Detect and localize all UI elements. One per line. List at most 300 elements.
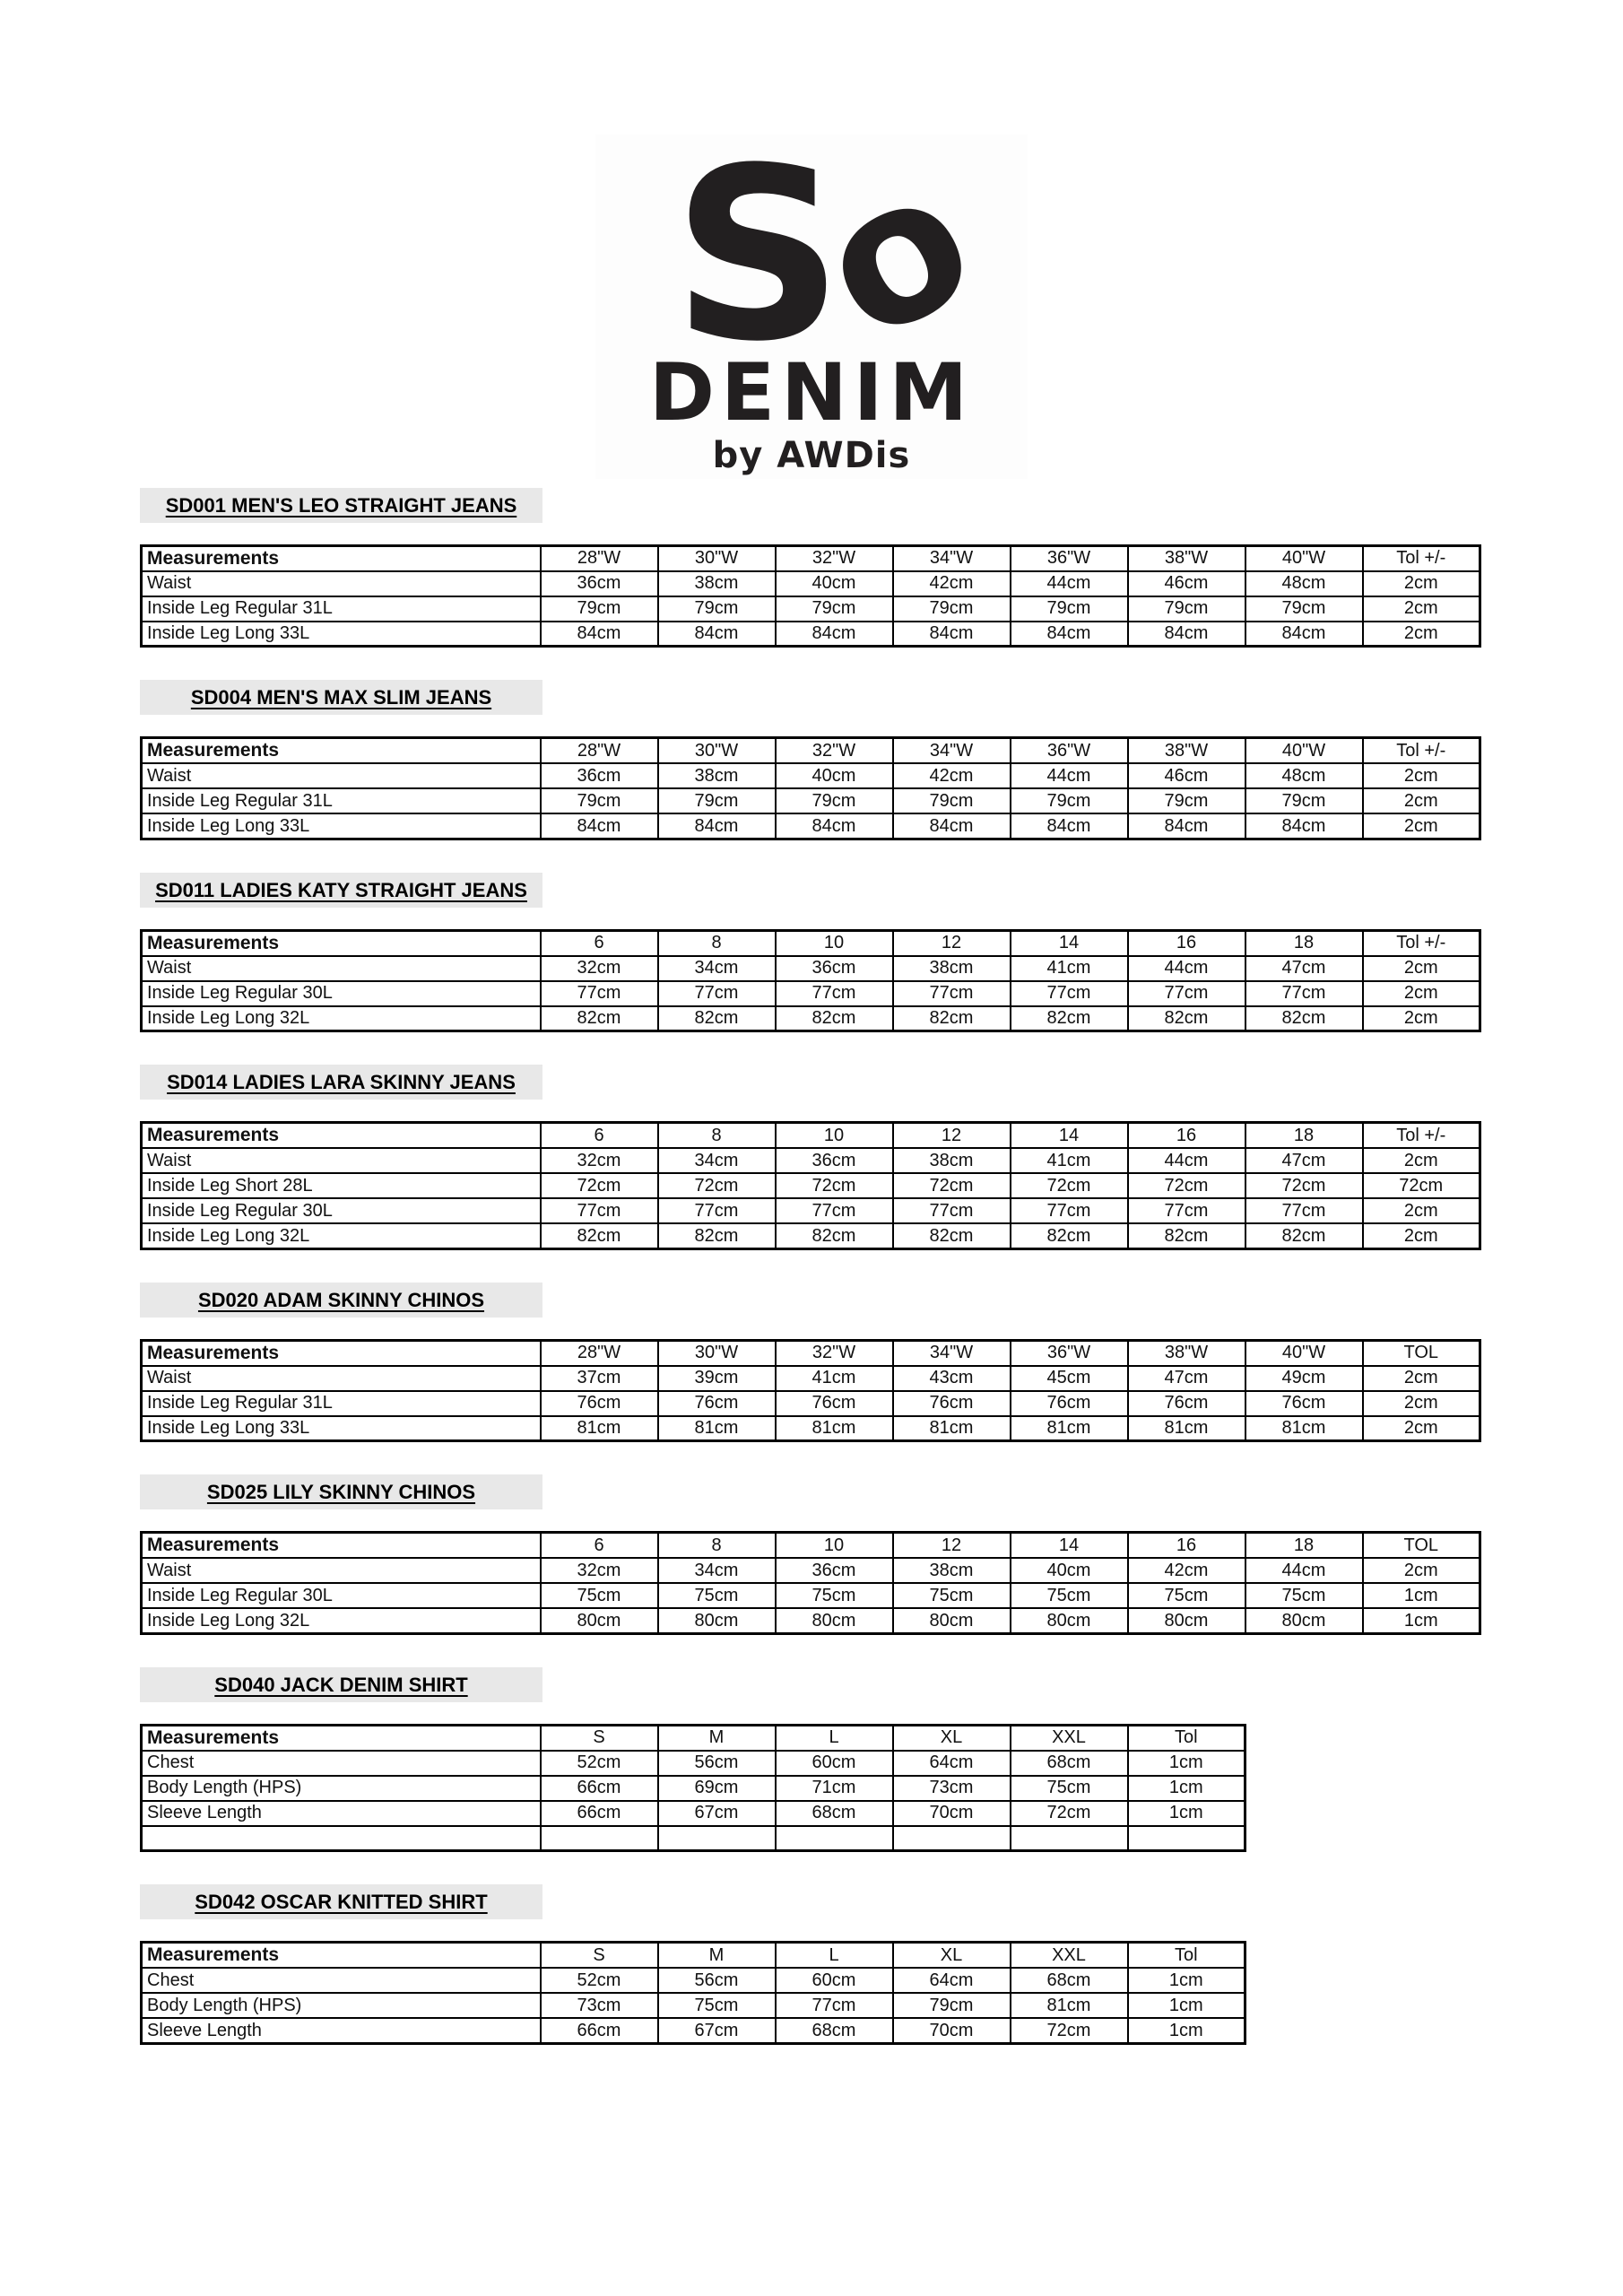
size-header-cell: TOL	[1363, 1340, 1480, 1366]
size-header-cell: 16	[1128, 1123, 1245, 1149]
section-title-text: SD040 JACK DENIM SHIRT	[214, 1673, 468, 1696]
measurement-label-cell: Inside Leg Regular 31L	[142, 596, 541, 622]
value-cell: 42cm	[1128, 1558, 1245, 1583]
size-header-cell: Tol +/-	[1363, 930, 1480, 956]
value-cell: 82cm	[541, 1006, 658, 1031]
measurement-label-cell: Inside Leg Long 32L	[142, 1608, 541, 1633]
value-cell: 77cm	[541, 1198, 658, 1223]
value-cell: 52cm	[541, 1751, 658, 1776]
value-cell: 80cm	[893, 1608, 1011, 1633]
measurement-label-cell: Inside Leg Regular 31L	[142, 1391, 541, 1416]
value-cell	[893, 1826, 1011, 1851]
measurement-label-cell: Body Length (HPS)	[142, 1776, 541, 1801]
value-cell: 2cm	[1363, 1416, 1480, 1441]
section-title-sd014	[140, 1065, 542, 1100]
measurement-label-cell: Inside Leg Regular 30L	[142, 1198, 541, 1223]
value-cell: 36cm	[541, 571, 658, 596]
value-cell: 40cm	[776, 763, 893, 788]
size-header-cell: 8	[658, 930, 776, 956]
value-cell: 73cm	[541, 1993, 658, 2018]
size-header-cell: Tol +/-	[1363, 738, 1480, 764]
value-cell: 84cm	[1245, 813, 1363, 839]
value-cell: 2cm	[1363, 1366, 1480, 1391]
size-table-sd014	[140, 1121, 1481, 1250]
value-cell: 72cm	[1011, 1801, 1128, 1826]
table-row	[142, 1968, 1245, 1993]
logo-letter-s: S	[672, 117, 831, 394]
size-header-cell: XXL	[1011, 1943, 1128, 1969]
value-cell: 2cm	[1363, 1148, 1480, 1173]
value-cell: 76cm	[893, 1391, 1011, 1416]
value-cell: 36cm	[776, 1148, 893, 1173]
value-cell: 60cm	[776, 1968, 893, 1993]
value-cell: 68cm	[776, 2018, 893, 2043]
value-cell: 69cm	[658, 1776, 776, 1801]
size-header-cell: 30"W	[658, 738, 776, 764]
value-cell: 81cm	[776, 1416, 893, 1441]
measurement-label-cell: Waist	[142, 956, 541, 981]
section-title-text: SD014 LADIES LARA SKINNY JEANS	[167, 1071, 516, 1094]
value-cell: 42cm	[893, 763, 1011, 788]
value-cell: 2cm	[1363, 596, 1480, 622]
value-cell: 79cm	[1128, 788, 1245, 813]
so-denim-logo	[595, 117, 1028, 479]
value-cell: 79cm	[658, 596, 776, 622]
table-header-row	[142, 1533, 1480, 1559]
value-cell: 79cm	[1128, 596, 1245, 622]
value-cell: 2cm	[1363, 981, 1480, 1006]
size-header-cell: 14	[1011, 1123, 1128, 1149]
table-row	[142, 1751, 1245, 1776]
size-header-cell: 30"W	[658, 1340, 776, 1366]
value-cell: 66cm	[541, 2018, 658, 2043]
measurement-label-cell: Inside Leg Regular 31L	[142, 788, 541, 813]
measurements-header-cell: Measurements	[142, 1533, 541, 1559]
section-title-sd011	[140, 873, 542, 908]
value-cell: 36cm	[776, 1558, 893, 1583]
section-title-sd040	[140, 1667, 542, 1702]
table-row	[142, 1993, 1245, 2018]
table-row	[142, 1148, 1480, 1173]
measurement-label-cell	[142, 1826, 541, 1851]
value-cell: 47cm	[1245, 956, 1363, 981]
table-header-row	[142, 1943, 1245, 1969]
value-cell: 1cm	[1128, 2018, 1245, 2043]
size-header-cell: 8	[658, 1123, 776, 1149]
value-cell: 81cm	[1011, 1993, 1128, 2018]
size-chart-sections	[140, 488, 1485, 2045]
value-cell: 2cm	[1363, 1391, 1480, 1416]
value-cell: 77cm	[1245, 981, 1363, 1006]
value-cell: 68cm	[1011, 1968, 1128, 1993]
value-cell: 72cm	[776, 1173, 893, 1198]
value-cell: 66cm	[541, 1801, 658, 1826]
size-header-cell: Tol +/-	[1363, 545, 1480, 571]
value-cell: 82cm	[893, 1006, 1011, 1031]
value-cell: 79cm	[893, 788, 1011, 813]
value-cell: 79cm	[1245, 788, 1363, 813]
measurement-label-cell: Inside Leg Long 33L	[142, 622, 541, 647]
size-header-cell: 12	[893, 1123, 1011, 1149]
table-row	[142, 571, 1480, 596]
value-cell: 36cm	[541, 763, 658, 788]
measurement-label-cell: Chest	[142, 1751, 541, 1776]
value-cell: 52cm	[541, 1968, 658, 1993]
value-cell: 2cm	[1363, 763, 1480, 788]
value-cell: 36cm	[776, 956, 893, 981]
size-header-cell: XXL	[1011, 1725, 1128, 1751]
value-cell: 76cm	[1011, 1391, 1128, 1416]
value-cell: 1cm	[1128, 1993, 1245, 2018]
size-header-cell: 6	[541, 1123, 658, 1149]
value-cell: 2cm	[1363, 1223, 1480, 1248]
value-cell: 44cm	[1011, 571, 1128, 596]
size-header-cell: Tol +/-	[1363, 1123, 1480, 1149]
section-title-sd042	[140, 1884, 542, 1919]
size-header-cell: 12	[893, 930, 1011, 956]
table-row	[142, 1801, 1245, 1826]
table-row	[142, 1776, 1245, 1801]
size-header-cell: 38"W	[1128, 545, 1245, 571]
value-cell: 77cm	[1011, 981, 1128, 1006]
size-header-cell: 12	[893, 1533, 1011, 1559]
value-cell: 84cm	[893, 813, 1011, 839]
size-table-sd004	[140, 736, 1481, 840]
value-cell: 84cm	[1128, 622, 1245, 647]
table-row	[142, 1583, 1480, 1608]
value-cell: 84cm	[541, 813, 658, 839]
value-cell: 2cm	[1363, 1558, 1480, 1583]
size-header-cell: 18	[1245, 930, 1363, 956]
value-cell: 84cm	[658, 813, 776, 839]
value-cell: 38cm	[893, 1148, 1011, 1173]
size-header-cell: S	[541, 1725, 658, 1751]
size-header-cell: M	[658, 1943, 776, 1969]
size-table-sd025	[140, 1531, 1481, 1635]
section-title-sd020	[140, 1283, 542, 1318]
value-cell: 67cm	[658, 1801, 776, 1826]
value-cell: 77cm	[1245, 1198, 1363, 1223]
value-cell: 76cm	[541, 1391, 658, 1416]
value-cell: 80cm	[541, 1608, 658, 1633]
value-cell: 77cm	[893, 1198, 1011, 1223]
value-cell: 81cm	[1245, 1416, 1363, 1441]
value-cell: 70cm	[893, 2018, 1011, 2043]
value-cell: 38cm	[658, 763, 776, 788]
value-cell: 32cm	[541, 956, 658, 981]
size-header-cell: 28"W	[541, 738, 658, 764]
size-header-cell: 14	[1011, 1533, 1128, 1559]
value-cell: 76cm	[1128, 1391, 1245, 1416]
value-cell: 32cm	[541, 1148, 658, 1173]
brand-logo	[0, 0, 1623, 479]
value-cell: 70cm	[893, 1801, 1011, 1826]
section-title-text: SD011 LADIES KATY STRAIGHT JEANS	[155, 878, 527, 901]
value-cell: 32cm	[541, 1558, 658, 1583]
value-cell: 84cm	[1245, 622, 1363, 647]
measurement-label-cell: Waist	[142, 571, 541, 596]
value-cell: 82cm	[541, 1223, 658, 1248]
value-cell: 46cm	[1128, 571, 1245, 596]
value-cell: 48cm	[1245, 763, 1363, 788]
value-cell: 72cm	[1363, 1173, 1480, 1198]
value-cell: 72cm	[893, 1173, 1011, 1198]
value-cell: 38cm	[658, 571, 776, 596]
value-cell: 1cm	[1128, 1751, 1245, 1776]
value-cell: 84cm	[1011, 622, 1128, 647]
value-cell: 39cm	[658, 1366, 776, 1391]
value-cell: 77cm	[776, 1198, 893, 1223]
table-row	[142, 1198, 1480, 1223]
table-row	[142, 956, 1480, 981]
section-title-text: SD020 ADAM SKINNY CHINOS	[197, 1288, 485, 1311]
value-cell: 77cm	[776, 981, 893, 1006]
measurement-label-cell: Waist	[142, 763, 541, 788]
measurements-header-cell: Measurements	[142, 545, 541, 571]
value-cell: 2cm	[1363, 788, 1480, 813]
size-header-cell: 10	[776, 1123, 893, 1149]
value-cell: 75cm	[893, 1583, 1011, 1608]
value-cell: 81cm	[1128, 1416, 1245, 1441]
value-cell: 75cm	[541, 1583, 658, 1608]
value-cell: 84cm	[658, 622, 776, 647]
size-header-cell: 28"W	[541, 545, 658, 571]
section-title-text: SD042 OSCAR KNITTED SHIRT	[195, 1891, 488, 1914]
measurements-header-cell: Measurements	[142, 1340, 541, 1366]
value-cell: 84cm	[893, 622, 1011, 647]
value-cell: 79cm	[893, 1993, 1011, 2018]
table-row	[142, 1558, 1480, 1583]
size-header-cell: 10	[776, 1533, 893, 1559]
value-cell: 75cm	[1245, 1583, 1363, 1608]
table-row	[142, 1223, 1480, 1248]
value-cell: 75cm	[658, 1993, 776, 2018]
value-cell: 38cm	[893, 956, 1011, 981]
value-cell: 75cm	[776, 1583, 893, 1608]
value-cell: 47cm	[1245, 1148, 1363, 1173]
value-cell: 84cm	[776, 813, 893, 839]
value-cell: 75cm	[1011, 1776, 1128, 1801]
value-cell: 72cm	[1128, 1173, 1245, 1198]
value-cell: 79cm	[541, 596, 658, 622]
table-row	[142, 788, 1480, 813]
value-cell: 1cm	[1128, 1776, 1245, 1801]
table-row	[142, 1173, 1480, 1198]
size-header-cell: 32"W	[776, 738, 893, 764]
value-cell: 66cm	[541, 1776, 658, 1801]
value-cell: 79cm	[893, 596, 1011, 622]
size-header-cell: 10	[776, 930, 893, 956]
measurement-label-cell: Chest	[142, 1968, 541, 1993]
measurement-label-cell: Inside Leg Long 33L	[142, 1416, 541, 1441]
table-row	[142, 1826, 1245, 1851]
size-header-cell: 36"W	[1011, 545, 1128, 571]
value-cell: 2cm	[1363, 571, 1480, 596]
value-cell: 79cm	[1245, 596, 1363, 622]
logo-letter-o: o	[783, 129, 995, 385]
measurement-label-cell: Waist	[142, 1558, 541, 1583]
value-cell: 79cm	[658, 788, 776, 813]
value-cell: 34cm	[658, 1148, 776, 1173]
value-cell: 82cm	[658, 1223, 776, 1248]
size-header-cell: 6	[541, 1533, 658, 1559]
value-cell: 77cm	[541, 981, 658, 1006]
logo-byline-text: by AWDis	[712, 434, 911, 476]
size-table-sd040	[140, 1724, 1246, 1853]
size-header-cell: 32"W	[776, 1340, 893, 1366]
value-cell: 72cm	[1011, 2018, 1128, 2043]
value-cell: 81cm	[541, 1416, 658, 1441]
section-title-sd025	[140, 1474, 542, 1509]
value-cell: 48cm	[1245, 571, 1363, 596]
value-cell: 44cm	[1128, 1148, 1245, 1173]
value-cell: 77cm	[658, 981, 776, 1006]
value-cell: 82cm	[776, 1223, 893, 1248]
value-cell: 81cm	[1011, 1416, 1128, 1441]
value-cell	[541, 1826, 658, 1851]
value-cell: 46cm	[1128, 763, 1245, 788]
size-header-cell: TOL	[1363, 1533, 1480, 1559]
value-cell: 77cm	[893, 981, 1011, 1006]
value-cell: 82cm	[1011, 1223, 1128, 1248]
value-cell: 68cm	[1011, 1751, 1128, 1776]
value-cell: 84cm	[1011, 813, 1128, 839]
value-cell: 80cm	[1128, 1608, 1245, 1633]
value-cell: 64cm	[893, 1968, 1011, 1993]
size-header-cell: 18	[1245, 1533, 1363, 1559]
measurement-label-cell: Waist	[142, 1148, 541, 1173]
value-cell: 82cm	[1245, 1006, 1363, 1031]
value-cell: 44cm	[1128, 956, 1245, 981]
value-cell: 81cm	[893, 1416, 1011, 1441]
size-table-sd011	[140, 929, 1481, 1033]
measurements-header-cell: Measurements	[142, 1725, 541, 1751]
value-cell: 47cm	[1128, 1366, 1245, 1391]
size-header-cell: 38"W	[1128, 738, 1245, 764]
value-cell: 2cm	[1363, 622, 1480, 647]
size-header-cell: L	[776, 1943, 893, 1969]
value-cell: 2cm	[1363, 956, 1480, 981]
table-row	[142, 981, 1480, 1006]
size-header-cell: 16	[1128, 1533, 1245, 1559]
value-cell	[1011, 1826, 1128, 1851]
value-cell: 72cm	[541, 1173, 658, 1198]
size-header-cell: 38"W	[1128, 1340, 1245, 1366]
measurement-label-cell: Inside Leg Long 32L	[142, 1006, 541, 1031]
value-cell: 76cm	[1245, 1391, 1363, 1416]
value-cell: 67cm	[658, 2018, 776, 2043]
value-cell: 76cm	[658, 1391, 776, 1416]
value-cell: 1cm	[1128, 1968, 1245, 1993]
table-row	[142, 1416, 1480, 1441]
value-cell: 77cm	[1011, 1198, 1128, 1223]
size-header-cell: 36"W	[1011, 738, 1128, 764]
size-header-cell: Tol	[1128, 1943, 1245, 1969]
value-cell: 77cm	[1128, 981, 1245, 1006]
size-header-cell: 28"W	[541, 1340, 658, 1366]
value-cell: 77cm	[776, 1993, 893, 2018]
value-cell: 60cm	[776, 1751, 893, 1776]
value-cell: 2cm	[1363, 813, 1480, 839]
size-header-cell: L	[776, 1725, 893, 1751]
value-cell: 79cm	[541, 788, 658, 813]
value-cell: 45cm	[1011, 1366, 1128, 1391]
measurements-header-cell: Measurements	[142, 930, 541, 956]
value-cell: 41cm	[1011, 1148, 1128, 1173]
measurement-label-cell: Waist	[142, 1366, 541, 1391]
table-row	[142, 1006, 1480, 1031]
size-header-cell: 40"W	[1245, 1340, 1363, 1366]
table-header-row	[142, 738, 1480, 764]
table-row	[142, 2018, 1245, 2043]
value-cell: 82cm	[1011, 1006, 1128, 1031]
value-cell: 84cm	[1128, 813, 1245, 839]
table-row	[142, 813, 1480, 839]
value-cell: 82cm	[893, 1223, 1011, 1248]
measurements-header-cell: Measurements	[142, 1943, 541, 1969]
table-header-row	[142, 1123, 1480, 1149]
value-cell	[658, 1826, 776, 1851]
measurements-header-cell: Measurements	[142, 738, 541, 764]
size-header-cell: S	[541, 1943, 658, 1969]
value-cell: 79cm	[1011, 788, 1128, 813]
value-cell: 80cm	[1245, 1608, 1363, 1633]
value-cell: 75cm	[658, 1583, 776, 1608]
value-cell: 1cm	[1363, 1583, 1480, 1608]
value-cell: 79cm	[1011, 596, 1128, 622]
section-title-text: SD004 MEN'S MAX SLIM JEANS	[190, 686, 492, 709]
size-header-cell: 18	[1245, 1123, 1363, 1149]
table-row	[142, 763, 1480, 788]
section-title-sd001	[140, 488, 542, 523]
size-table-sd042	[140, 1941, 1246, 2045]
value-cell: 49cm	[1245, 1366, 1363, 1391]
size-header-cell: 34"W	[893, 1340, 1011, 1366]
section-title-text: SD001 MEN'S LEO STRAIGHT JEANS	[165, 493, 517, 517]
table-header-row	[142, 930, 1480, 956]
size-header-cell: 16	[1128, 930, 1245, 956]
table-header-row	[142, 1340, 1480, 1366]
value-cell: 38cm	[893, 1558, 1011, 1583]
value-cell: 77cm	[658, 1198, 776, 1223]
value-cell: 76cm	[776, 1391, 893, 1416]
value-cell: 34cm	[658, 1558, 776, 1583]
table-header-row	[142, 545, 1480, 571]
value-cell: 82cm	[776, 1006, 893, 1031]
value-cell: 82cm	[1128, 1223, 1245, 1248]
measurement-label-cell: Sleeve Length	[142, 1801, 541, 1826]
table-row	[142, 1608, 1480, 1633]
value-cell: 84cm	[776, 622, 893, 647]
size-header-cell: 40"W	[1245, 545, 1363, 571]
size-table-sd020	[140, 1339, 1481, 1443]
value-cell: 72cm	[658, 1173, 776, 1198]
size-header-cell: XL	[893, 1725, 1011, 1751]
value-cell	[776, 1826, 893, 1851]
value-cell: 1cm	[1363, 1608, 1480, 1633]
size-header-cell: 36"W	[1011, 1340, 1128, 1366]
value-cell: 72cm	[1245, 1173, 1363, 1198]
value-cell: 37cm	[541, 1366, 658, 1391]
value-cell: 68cm	[776, 1801, 893, 1826]
logo-denim-text: DENIM	[648, 345, 975, 439]
table-header-row	[142, 1725, 1245, 1751]
value-cell: 40cm	[1011, 1558, 1128, 1583]
value-cell: 56cm	[658, 1968, 776, 1993]
value-cell: 82cm	[1128, 1006, 1245, 1031]
measurement-label-cell: Inside Leg Regular 30L	[142, 981, 541, 1006]
size-header-cell: 40"W	[1245, 738, 1363, 764]
